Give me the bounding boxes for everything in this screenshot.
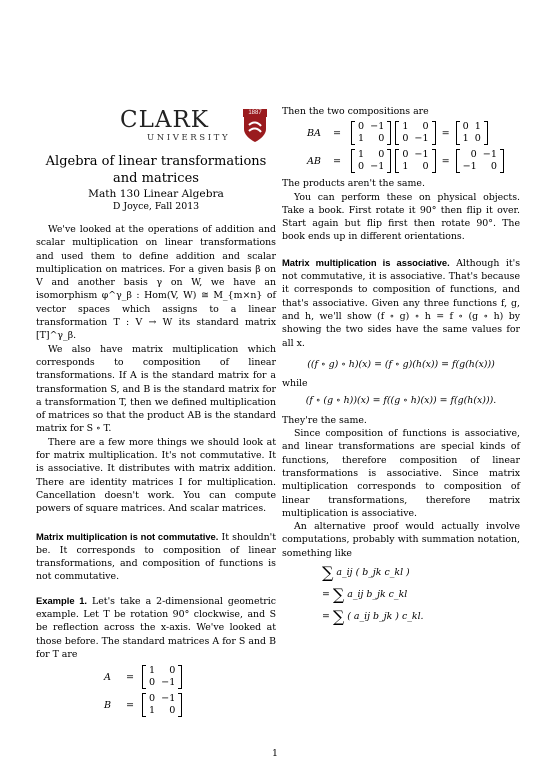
products-differ: The products aren't the same. — [282, 178, 425, 190]
matrix-A-label: A — [104, 671, 111, 683]
paragraph-composition: We also have matrix multiplication which corresponds to composition of linear transformations. If A is the standard matrix for a transformation S, and B is the standard matrix for a transformation T, then we defined multiplication of matrices so that the product AB is the standard matrix for S ∘ T. — [36, 343, 276, 435]
alternative-proof: An alternative proof would actually involve computations, probably with summation notation, something like — [282, 521, 520, 559]
course-name: Math 130 Linear Algebra — [88, 188, 224, 200]
compositions-display: BA = 0 −1 1 0 1 0 0 −1 = 0 1 1 0 AB = 1 0 0 −1 0 −1 1 0 = 0 −1 −1 0 — [282, 121, 520, 173]
matrix-A-display: A = 1 0 0 −1 B = 0 −1 1 0 — [36, 665, 276, 717]
section-text-associative: Although it's not commutative, it is associative. That's because it corresponds to composition of functions, and that's associative. Given any three functions f, g, and h, we'll show (f ∘ g) ∘ h = f ∘ (g ∘ h) by showing the two sides have the same values for all x. — [282, 257, 521, 349]
section-text-commutative: It shouldn't be. It corresponds to composition of linear transformations, and composition of functions is not commutative. — [36, 531, 276, 583]
author-line: D Joyce, Fall 2013 — [112, 201, 200, 212]
matrix-BA-result: 0 1 1 0 — [456, 121, 488, 145]
matrix-B-factor: 0 −1 1 0 — [351, 121, 391, 145]
AB-label: AB — [307, 155, 321, 167]
compositions-intro: Then the two compositions are — [282, 106, 429, 117]
section-associative — [282, 256, 520, 350]
page-number: 1 — [272, 748, 278, 759]
matrix-A-factor: 1 0 0 −1 — [395, 121, 435, 145]
sum-line-3: ( a_ij b_jk ) c_kl. — [347, 611, 424, 623]
clark-university-logo — [100, 107, 276, 147]
sum-line-1: a_ij ( b_jk c_kl ) — [336, 567, 410, 579]
matrix-B-factor-2: 0 −1 1 0 — [395, 149, 435, 173]
sum-line-2: a_ij b_jk c_kl — [347, 589, 408, 601]
left-column — [36, 223, 276, 717]
associative-conclusion: Since composition of functions is associative, and linear transformations are special kinds of functions, therefore composition of linear transformations is associative. Since matrix multiplication corresponds to composition of linear transformations, therefore matrix multiplication is associative. — [282, 428, 520, 519]
right-column — [282, 105, 520, 632]
paragraph-intro: We've looked at the operations of addition and scalar multiplication on linear transformations and used them to define addition and scalar multiplication on matrices. For a given basis β on V and another basis γ on W, we have an isomorphism φ^γ_β : Hom(V, W) ≅ M_{m×n} of vector spaces which assigns to a linear transformation T : V → W its standard matrix [T]^γ_β. — [36, 224, 276, 342]
equation-right-assoc: (f ∘ (g ∘ h))(x) = f((g ∘ h)(x)) = f(g(h(x))). — [305, 395, 497, 407]
section-commutative — [36, 530, 276, 584]
matrix-A: 1 0 0 −1 — [142, 665, 182, 689]
example-1 — [36, 594, 276, 661]
physical-objects-paragraph: You can perform these on physical objects. Take a book. First rotate it 90° then flip it over. Start again but flip first then rotate 90°. The book ends up in different orientations. — [282, 191, 520, 243]
logo-university: UNIVERSITY — [147, 133, 231, 143]
logo-year: 1887 — [243, 109, 267, 117]
equation-left-assoc: ((f ∘ g) ∘ h)(x) = (f ∘ g)(h(x)) = f(g(h(x))) — [307, 358, 495, 370]
section-heading-commutative: Matrix multiplication is not commutative. — [36, 530, 219, 542]
matrix-A-factor-2: 1 0 0 −1 — [351, 149, 391, 173]
paragraph-overview: There are a few more things we should look at for matrix multiplication. It's not commutative. It is associative. It distributes with matrix addition. There are identity matrices I for multiplication. Cancellation doesn't work. You can compute powers of square matrices. And scalar matrices. — [36, 436, 276, 515]
BA-label: BA — [307, 127, 321, 139]
matrix-AB-result: 0 −1 −1 0 — [456, 149, 504, 173]
matrix-B: 0 −1 1 0 — [142, 693, 182, 717]
logo-wordmark: CLARK — [120, 107, 209, 133]
same-text: They're the same. — [282, 414, 367, 426]
page-title: Algebra of linear transformations and matrices — [45, 154, 267, 186]
summation-display: ∑ a_ij ( b_jk c_kl ) = ∑ a_ij b_jk c_kl = ∑ ( a_ij b_jk ) c_kl. — [322, 563, 424, 627]
matrix-B-label: B — [104, 699, 112, 711]
title-block — [36, 153, 276, 213]
section-heading-associative: Matrix multiplication is associative. — [282, 256, 450, 268]
shield-icon — [243, 117, 267, 143]
while-text: while — [282, 378, 308, 390]
example-label: Example 1. — [36, 594, 88, 606]
example-text: Let's take a 2-dimensional geometric example. Let T be rotation 90° clockwise, and S be reflection across the x-axis. We've looked at those before. The standard matrices A for S and B for T are — [36, 595, 276, 660]
